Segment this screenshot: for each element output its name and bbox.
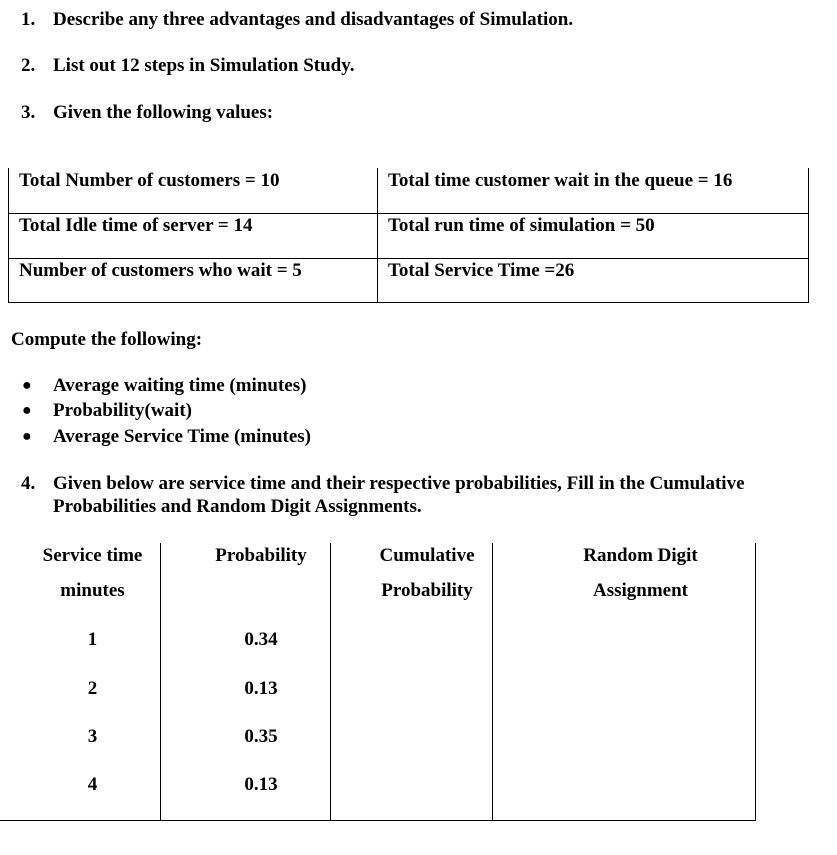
question-4-line-1: Given below are service time and their respective probabilities, Fill in the Cumulative — [53, 473, 745, 494]
question-1-text: Describe any three advantages and disadvantages of Simulation. — [53, 9, 574, 30]
question-1-number: 1. — [21, 9, 36, 30]
values-cell: Total Number of customers = 10 — [19, 170, 280, 191]
values-table — [8, 168, 809, 303]
bullet-icon: ● — [22, 428, 32, 445]
values-cell: Number of customers who wait = 5 — [19, 260, 302, 281]
header-cumulative: Cumulative — [379, 545, 475, 566]
header-probability: Probability — [215, 545, 307, 566]
question-4-line-2: Probabilities and Random Digit Assignments. — [53, 496, 422, 517]
service-time-cell: 1 — [87, 629, 98, 650]
service-time-cell: 3 — [87, 726, 98, 747]
probability-cell: 0.34 — [244, 629, 278, 650]
compute-heading: Compute the following: — [11, 329, 203, 350]
service-time-cell: 2 — [87, 678, 98, 699]
header-cumulative-line-2: Probability — [381, 580, 473, 601]
probability-cell: 0.13 — [244, 774, 278, 795]
bullet-icon: ● — [22, 402, 32, 419]
values-cell: Total time customer wait in the queue = 16 — [388, 170, 733, 191]
values-cell: Total run time of simulation = 50 — [388, 215, 655, 236]
list-item: Probability(wait) — [53, 400, 192, 421]
question-2-text: List out 12 steps in Simulation Study. — [53, 55, 355, 76]
probability-cell: 0.13 — [244, 678, 278, 699]
service-time-cell: 4 — [87, 774, 98, 795]
header-service-time: Service time — [42, 545, 143, 566]
question-2-number: 2. — [21, 55, 36, 76]
question-3-number: 3. — [21, 102, 36, 123]
values-cell: Total Service Time =26 — [388, 260, 575, 281]
list-item: Average Service Time (minutes) — [53, 426, 312, 447]
bullet-icon: ● — [22, 377, 32, 394]
question-4-number: 4. — [21, 473, 36, 494]
header-random-digit: Random Digit — [583, 545, 698, 566]
header-service-time-unit: minutes — [60, 580, 125, 601]
header-random-digit-line-2: Assignment — [592, 580, 688, 601]
question-3-text: Given the following values: — [53, 102, 274, 123]
values-cell: Total Idle time of server = 14 — [19, 215, 253, 236]
probability-cell: 0.35 — [244, 726, 278, 747]
list-item: Average waiting time (minutes) — [53, 375, 307, 396]
